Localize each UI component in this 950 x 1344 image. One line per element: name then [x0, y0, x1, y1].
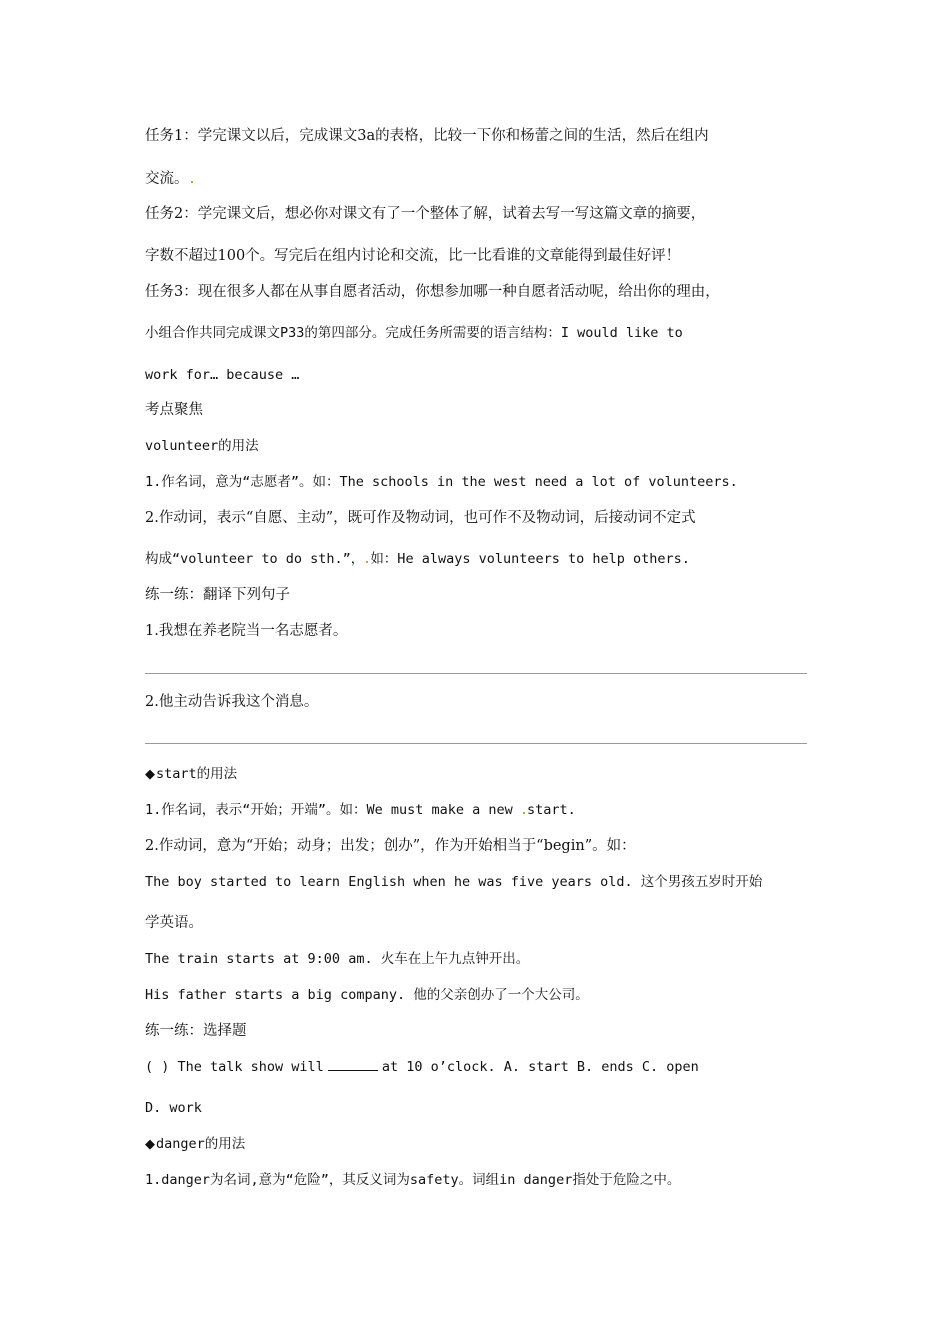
- start-example-1-line2: 学英语。: [145, 915, 203, 931]
- start-mcq: [145, 1057, 810, 1077]
- start-mcq-option-d: D. work: [145, 1100, 202, 1116]
- task3-line3: work for… because …: [145, 367, 300, 383]
- focus-title: 考点聚焦: [145, 402, 203, 418]
- task1-line2: [145, 169, 810, 189]
- task1-line2-text: 交流。: [145, 171, 189, 187]
- mcq-stem: ( ) The talk show will: [145, 1059, 324, 1075]
- diamond-bullet-icon: ◆: [145, 1137, 155, 1152]
- diamond-bullet-icon: ◆: [145, 767, 155, 782]
- mcq-blank: [328, 1058, 378, 1071]
- mark-dot: [191, 181, 193, 183]
- volunteer-verb-usage-line2: [145, 549, 810, 569]
- mark-dot: [366, 561, 368, 563]
- answer-line-1: [145, 673, 807, 674]
- answer-line-2: [145, 743, 807, 744]
- danger-heading: danger的用法: [156, 1136, 246, 1152]
- volunteer-structure: 构成“volunteer to do sth.”，: [145, 551, 365, 567]
- task3-line1: 任务3：现在很多人都在从事自愿者活动，你想参加哪一种自愿者活动呢，给出你的理由，: [145, 284, 720, 300]
- volunteer-example: 如：He always volunteers to help others.: [370, 551, 690, 567]
- start-heading-line: [145, 764, 810, 785]
- start-example-1-line1: The boy started to learn English when he was five years old. 这个男孩五岁时开始: [145, 874, 763, 890]
- danger-heading-line: [145, 1134, 810, 1155]
- start-practice-title: 练一练：选择题: [145, 1023, 247, 1039]
- task2-line1: 任务2：学完课文后，想必你对课文有了一个整体了解，试着去写一写这篇文章的摘要，: [145, 206, 706, 222]
- task2-line2: 字数不超过100个。写完后在组内讨论和交流，比一比看谁的文章能得到最佳好评！: [145, 248, 681, 264]
- start-heading: start的用法: [156, 766, 238, 782]
- start-example-2: The train starts at 9:00 am. 火车在上午九点钟开出。: [145, 951, 530, 967]
- start-noun-text: 1.作名词，表示“开始；开端”。如：We must make a new: [145, 802, 513, 818]
- start-example-3: His father starts a big company. 他的父亲创办了一个大公司。: [145, 987, 589, 1003]
- mark-dot: [523, 812, 525, 814]
- volunteer-practice-title: 练一练：翻译下列句子: [145, 587, 290, 603]
- start-verb-usage: 2.作动词，意为“开始；动身；出发；创办”，作为开始相当于“begin”。如：: [145, 838, 636, 854]
- mcq-options: at 10 o’clock. A. start B. ends C. open: [381, 1059, 699, 1075]
- volunteer-heading: volunteer的用法: [145, 438, 259, 454]
- volunteer-question-2: 2.他主动告诉我这个消息。: [145, 694, 319, 710]
- volunteer-question-1: 1.我想在养老院当一名志愿者。: [145, 623, 348, 639]
- volunteer-verb-usage-line1: 2.作动词，表示“自愿、主动”，既可作及物动词，也可作不及物动词，后接动词不定式: [145, 510, 696, 526]
- task3-line2: 小组合作共同完成课文P33的第四部分。完成任务所需要的语言结构：I would like to: [145, 325, 683, 341]
- task1-line1: 任务1：学完课文以后，完成课文3a的表格，比较一下你和杨蕾之间的生活，然后在组内: [145, 128, 709, 144]
- start-noun-text-end: start.: [526, 802, 576, 818]
- volunteer-noun-usage: 1.作名词，意为“志愿者”。如：The schools in the west need a lot of volunteers.: [145, 474, 738, 490]
- start-noun-usage: [145, 800, 810, 820]
- danger-noun-usage: 1.danger为名词,意为“危险”，其反义词为safety。词组in danger指处于危险之中。: [145, 1172, 681, 1188]
